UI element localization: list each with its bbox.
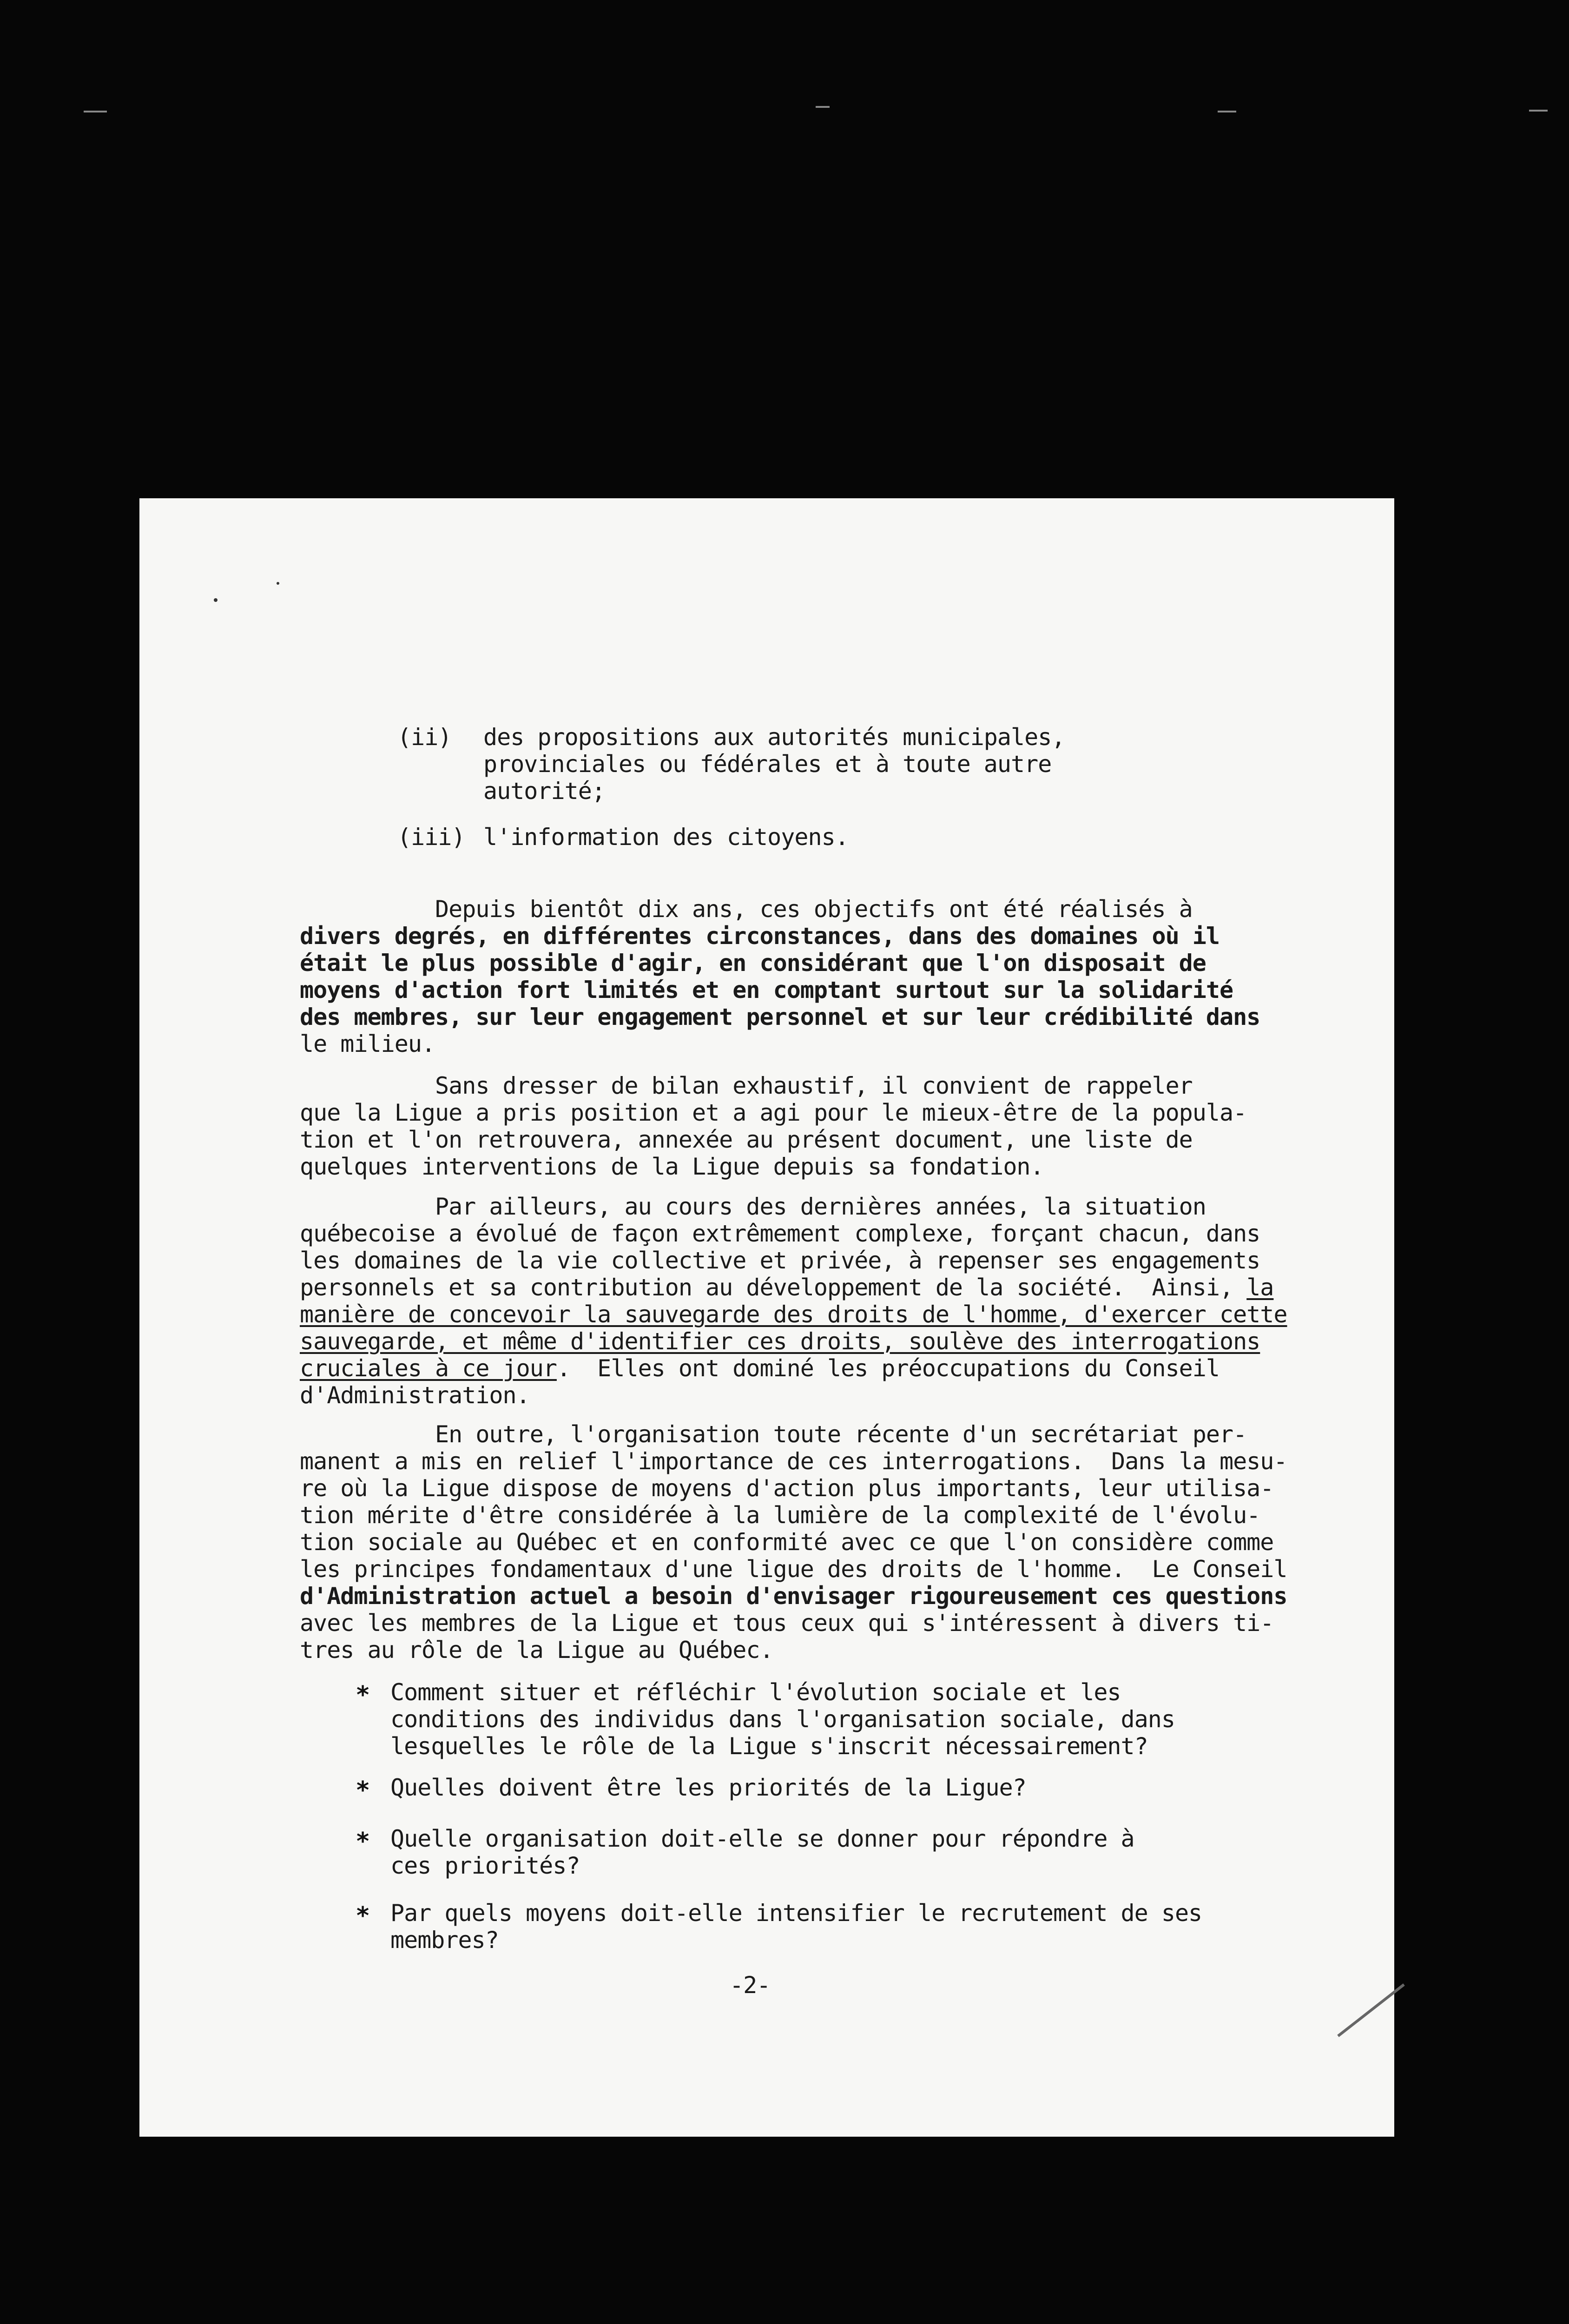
underlined-text: cruciales à ce jour	[300, 1355, 557, 1382]
text-line: re où la Ligue dispose de moyens d'action plus importants, leur utilisa-	[300, 1475, 1274, 1502]
text-line: les principes fondamentaux d'une ligue des droits de l'homme. Le Conseil	[300, 1556, 1287, 1583]
bullet-star-icon: *	[356, 1776, 370, 1804]
text-line: tion mérite d'être considérée à la lumière de la complexité de l'évolu-	[300, 1502, 1260, 1529]
paragraph-2	[300, 1072, 1378, 1180]
ink-dot	[277, 582, 279, 585]
text-line	[300, 1355, 1378, 1382]
document-page	[139, 498, 1394, 2137]
text-line: quelques interventions de la Ligue depuis sa fondation.	[300, 1153, 1044, 1180]
text-line: Comment situer et réfléchir l'évolution sociale et les	[390, 1679, 1121, 1706]
text-line: moyens d'action fort limités et en comptant surtout sur la solidarité	[300, 977, 1233, 1004]
film-speck	[1529, 110, 1548, 112]
bullet-star-icon: *	[356, 1902, 370, 1930]
paragraph-3	[300, 1193, 1378, 1409]
text-line: des membres, sur leur engagement personnel et sur leur crédibilité dans	[300, 1004, 1260, 1030]
text-line: tion et l'on retrouvera, annexée au présent document, une liste de	[300, 1126, 1193, 1153]
text-line: des propositions aux autorités municipales,	[483, 724, 1065, 751]
list-item-ii	[483, 724, 1180, 805]
underlined-text: sauvegarde, et même d'identifier ces droits, soulève des interrogations	[300, 1328, 1260, 1355]
film-speck	[1218, 111, 1236, 112]
text-line: avec les membres de la Ligue et tous ceux qui s'intéressent à divers ti-	[300, 1610, 1274, 1637]
text-line: tres au rôle de la Ligue au Québec.	[300, 1637, 773, 1664]
film-speck	[816, 106, 830, 108]
text-line: Par quels moyens doit-elle intensifier le recrutement de ses	[390, 1900, 1202, 1927]
text-line: Quelles doivent être les priorités de la Ligue?	[390, 1774, 1026, 1801]
edge-mark	[1337, 1983, 1405, 2037]
text-line: conditions des individus dans l'organisation sociale, dans	[390, 1706, 1175, 1733]
text-segment: personnels et sa contribution au développement de la société. Ainsi,	[300, 1274, 1247, 1301]
film-speck	[84, 111, 107, 112]
question-4	[390, 1900, 1320, 1954]
text-line: Sans dresser de bilan exhaustif, il convient de rappeler	[300, 1072, 1193, 1099]
list-label-iii: (iii)	[397, 824, 465, 851]
text-line: manent a mis en relief l'importance de ces interrogations. Dans la mesu-	[300, 1448, 1287, 1475]
list-label-ii: (ii)	[397, 724, 452, 751]
text-line	[300, 1274, 1378, 1301]
text-line: Par ailleurs, au cours des dernières années, la situation	[300, 1193, 1206, 1220]
text-segment: . Elles ont dominé les préoccupations du Conseil	[556, 1355, 1220, 1382]
text-line: En outre, l'organisation toute récente d'un secrétariat per-	[300, 1421, 1247, 1448]
text-line: le milieu.	[300, 1030, 435, 1057]
question-1	[390, 1679, 1320, 1760]
text-line: lesquelles le rôle de la Ligue s'inscrit nécessairement?	[390, 1733, 1148, 1760]
bullet-star-icon: *	[356, 1828, 370, 1855]
text-line: tion sociale au Québec et en conformité avec ce que l'on considère comme	[300, 1529, 1274, 1556]
question-2	[390, 1774, 1320, 1801]
underlined-text: la	[1246, 1274, 1274, 1301]
paragraph-1	[300, 896, 1378, 1057]
text-line: québecoise a évolué de façon extrêmement complexe, forçant chacun, dans	[300, 1220, 1260, 1247]
text-line: d'Administration actuel a besoin d'envisager rigoureusement ces questions	[300, 1583, 1287, 1610]
text-line: divers degrés, en différentes circonstances, dans des domaines où il	[300, 923, 1220, 950]
text-line: ces priorités?	[390, 1852, 580, 1879]
underlined-text: manière de concevoir la sauvegarde des droits de l'homme, d'exercer cette	[300, 1301, 1287, 1328]
text-line: les domaines de la vie collective et privée, à repenser ses engagements	[300, 1247, 1260, 1274]
text-line: que la Ligue a pris position et a agi pour le mieux-être de la popula-	[300, 1099, 1247, 1126]
text-line: était le plus possible d'agir, en considérant que l'on disposait de	[300, 950, 1206, 977]
paragraph-4	[300, 1421, 1378, 1664]
bullet-star-icon: *	[356, 1681, 370, 1709]
page-number: -2-	[730, 1972, 771, 1999]
ink-dot	[214, 598, 218, 602]
text-line: provinciales ou fédérales et à toute autre	[483, 751, 1052, 778]
text-line: autorité;	[483, 778, 605, 805]
text-line: Quelle organisation doit-elle se donner pour répondre à	[390, 1825, 1134, 1852]
question-3	[390, 1825, 1320, 1879]
list-item-iii: l'information des citoyens.	[483, 824, 849, 851]
text-line: Depuis bientôt dix ans, ces objectifs ont été réalisés à	[300, 896, 1193, 923]
text-line: d'Administration.	[300, 1382, 530, 1409]
text-line: membres?	[390, 1927, 499, 1954]
